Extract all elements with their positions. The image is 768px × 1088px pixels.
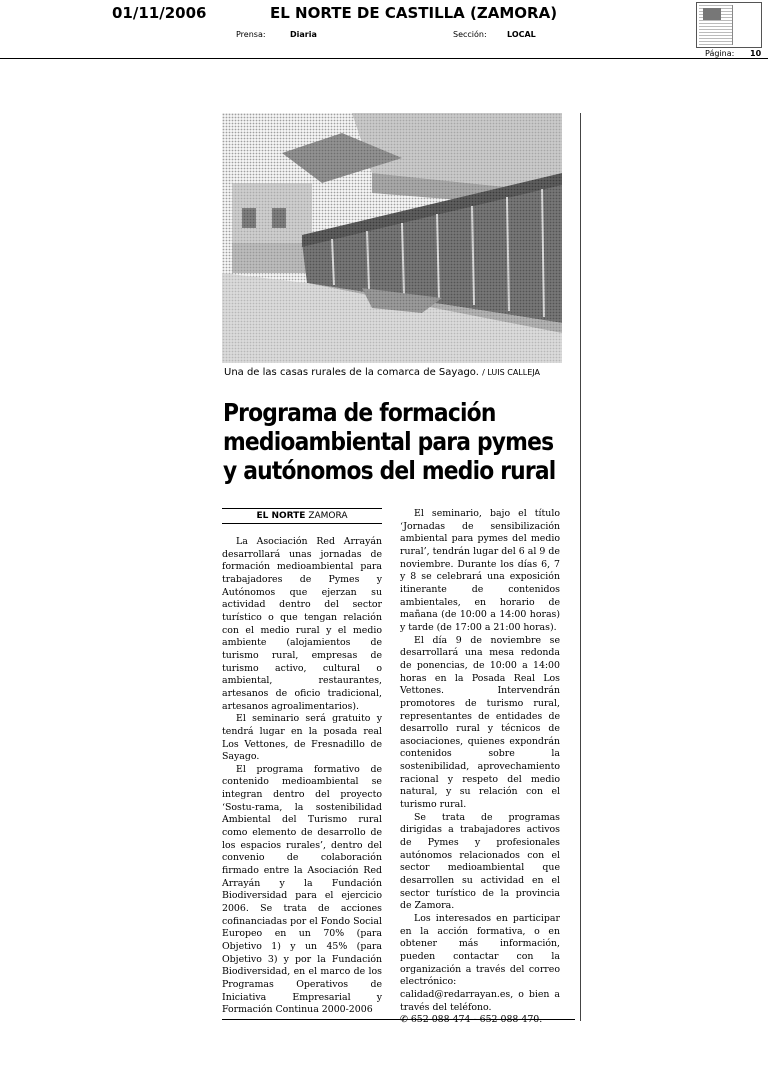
clipping-date: 01/11/2006 bbox=[112, 4, 207, 22]
article-photo bbox=[222, 113, 562, 363]
body-paragraph: Los interesados en participar en la acción formativa, o en obtener más información, pueden contactar con la organización a través del correo electrónico: calidad@redarrayan.es, o bien a través del teléfono. bbox=[400, 913, 560, 1013]
body-paragraph: El programa formativo de contenido medioambiental se integran dentro del proyecto ‘Sostu-rama, la sostenibilidad Ambiental del Turismo rural como elemento de desarrollo de los espacios rurales’, dentro del convenio de colaboración firmado entre la Asociación Red Arrayán y la Fundación Biodiversidad para el ejercicio 2006. Se trata de acciones cofinanciadas por el Fondo Social Europeo en un 70% (para Objetivo 1) y un 45% (para Objetivo 3) y por la Fundación Biodiversidad, en el marco de los Programas Operativos de Iniciativa Empresarial y Formación Continua 2000-2006 bbox=[222, 763, 382, 1016]
body-paragraph: Se trata de programas dirigidas a trabajadores activos de Pymes y profesionales autónomos relacionados con el sector medioambiental que desarrollen su actividad en el sector turístico de la provincia de Zamora. bbox=[400, 811, 560, 912]
pagina-value: 10 bbox=[750, 49, 762, 58]
article-column-2 bbox=[400, 508, 560, 1027]
body-paragraph: El seminario, bajo el título ‘Jornadas de sensibilización ambiental para pymes del medio rural’, tendrán lugar del 6 al 9 de noviembre. Durante los días 6, 7 y 8 se celebrará una exposición itinerante de contenidos ambientales, en horario de mañana (de 10:00 a 14:00 horas) y tarde (de 17:00 a 21:00 horas). bbox=[400, 508, 560, 633]
headline-line: y autónomos del medio rural bbox=[223, 456, 556, 485]
pagina-label: Página: bbox=[705, 49, 735, 58]
byline-location: ZAMORA bbox=[308, 511, 348, 521]
column-rule bbox=[580, 113, 581, 1021]
page-thumbnail[interactable] bbox=[696, 2, 762, 48]
body-paragraph: El seminario será gratuito y tendrá lugar en la posada real Los Vettones, de Fresnadillo de Sayago. bbox=[222, 713, 382, 763]
photo-credit: / LUIS CALLEJA bbox=[482, 368, 540, 377]
body-paragraph: La Asociación Red Arrayán desarrollará unas jornadas de formación medioambiental para trabajadores de Pymes y Autónomos que ejerzan su actividad dentro del sector turístico o que tengan relación con el medio rural y el medio ambiente (alojamientos de turismo rural, empresas de turismo activo, cultural o ambiental, restaurantes, artesanos de oficio tradicional, artesanos agroalimentarios). bbox=[222, 536, 382, 712]
prensa-value: Diaria bbox=[290, 30, 317, 39]
caption-text: Una de las casas rurales de la comarca de Sayago. bbox=[224, 367, 479, 378]
publication-name: EL NORTE DE CASTILLA (ZAMORA) bbox=[270, 4, 558, 22]
thumbnail-left-page bbox=[699, 5, 733, 45]
headline-line: Programa de formación bbox=[223, 398, 496, 427]
seccion-value: LOCAL bbox=[507, 30, 536, 39]
body-paragraph: El día 9 de noviembre se desarrollará una mesa redonda de ponencias, de 10:00 a 14:00 horas en la Posada Real Los Vettones. Intervendrán promotores de turismo rural, representantes de entidades de desarrollo rural y técnicos de asociaciones, quienes expondrán contenidos sobre la sostenibilidad, aprovechamiento racional y respeto del medio natural, y su relación con el turismo rural. bbox=[400, 634, 560, 811]
article-bottom-rule bbox=[222, 1019, 575, 1020]
byline bbox=[222, 509, 382, 523]
header-rule bbox=[0, 58, 768, 59]
article-headline bbox=[223, 398, 556, 485]
byline-source: EL NORTE bbox=[256, 511, 306, 521]
byline-box bbox=[222, 508, 382, 524]
contact-phone: ✆ 652 088 474 - 652 088 470. bbox=[400, 1014, 543, 1026]
thumbnail-right-page bbox=[734, 5, 758, 45]
article-column-1 bbox=[222, 536, 382, 1017]
prensa-label: Prensa: bbox=[236, 30, 266, 39]
seccion-label: Sección: bbox=[453, 30, 487, 39]
headline-line: medioambiental para pymes bbox=[223, 427, 554, 456]
photo-caption bbox=[224, 367, 540, 378]
